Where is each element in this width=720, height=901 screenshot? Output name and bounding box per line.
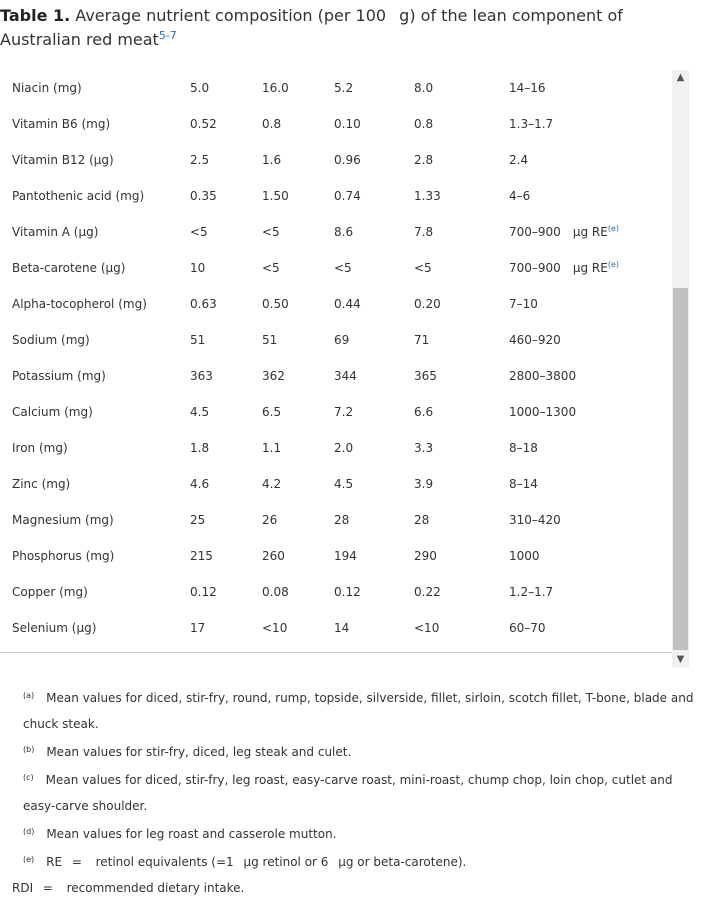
rdi-cell (509, 574, 669, 610)
rdi-value: 2800–3800 (509, 369, 577, 383)
nutrient-name: Selenium (µg) (12, 621, 97, 635)
rdi-value: 700–900 (509, 261, 561, 275)
footnote-text: RE = retinol equivalents (=1 µg retinol or 6 µg or beta-carotene). (46, 855, 467, 869)
rdi-cell (509, 286, 669, 322)
rdi-value: 1000 (509, 549, 540, 563)
rdi-value: 60–70 (509, 621, 546, 635)
value-cell: 0.50 (262, 297, 289, 311)
value-cell: 1.50 (262, 189, 289, 203)
caption-reference-link[interactable]: 5-7 (158, 29, 177, 42)
table-row (0, 142, 669, 178)
rdi-note: RDI = recommended dietary intake. (12, 881, 245, 895)
value-cell: 14 (334, 621, 350, 635)
value-cell: <10 (414, 621, 440, 635)
value-cell: 26 (262, 513, 278, 527)
footnote-list (0, 683, 700, 875)
value-cell: 215 (190, 549, 213, 563)
footnote-mark: (e) (23, 855, 35, 864)
table-row (0, 286, 669, 322)
table-row (0, 538, 669, 574)
nutrient-name: Vitamin B12 (µg) (12, 153, 114, 167)
value-cell: 363 (190, 369, 213, 383)
footnote-mark: (d) (23, 827, 35, 836)
rdi-unit: µg RE (572, 225, 608, 239)
nutrient-table (0, 70, 669, 646)
nutrient-name: Copper (mg) (12, 585, 88, 599)
table-label: Table 1. (0, 6, 71, 25)
value-cell: 4.2 (262, 477, 282, 491)
value-cell: 344 (334, 369, 357, 383)
value-cell: 0.22 (414, 585, 441, 599)
nutrient-name: Niacin (mg) (12, 81, 82, 95)
nutrient-name: Vitamin B6 (mg) (12, 117, 111, 131)
footnote (0, 819, 700, 847)
rdi-value: 310–420 (509, 513, 561, 527)
value-cell: 2.5 (190, 153, 210, 167)
value-cell: 51 (190, 333, 206, 347)
rdi-cell (509, 610, 669, 646)
rdi-value: 460–920 (509, 333, 561, 347)
rdi-value: 4–6 (509, 189, 531, 203)
value-cell: 5.2 (334, 81, 354, 95)
rdi-cell (509, 142, 669, 178)
table-row (0, 70, 669, 106)
footnote-text: Mean values for diced, stir-fry, round, rump, topside, silverside, fillet, sirloin, scotch fillet, T-bone, blade and chuck steak. (23, 691, 694, 731)
table-bottom-border (0, 652, 672, 653)
value-cell: 16.0 (262, 81, 289, 95)
rdi-cell (509, 70, 669, 106)
value-cell: 69 (334, 333, 350, 347)
rdi-cell (509, 430, 669, 466)
scroll-up-arrow-icon[interactable]: ▲ (676, 72, 685, 83)
vertical-scrollbar[interactable] (672, 70, 689, 668)
value-cell: <5 (414, 261, 432, 275)
table-row (0, 430, 669, 466)
value-cell: 8.6 (334, 225, 354, 239)
footnote (0, 765, 700, 819)
table-row (0, 322, 669, 358)
nutrient-name: Calcium (mg) (12, 405, 93, 419)
nutrient-name: Pantothenic acid (mg) (12, 189, 145, 203)
value-cell: 3.3 (414, 441, 434, 455)
value-cell: 2.0 (334, 441, 354, 455)
value-cell: 0.8 (262, 117, 282, 131)
table-row (0, 610, 669, 646)
value-cell: 0.44 (334, 297, 361, 311)
scroll-down-arrow-icon[interactable]: ▼ (676, 654, 685, 665)
value-cell: 194 (334, 549, 357, 563)
rdi-cell (509, 538, 669, 574)
scrollbar-thumb[interactable] (673, 288, 688, 650)
value-cell: 0.12 (190, 585, 217, 599)
nutrient-name: Zinc (mg) (12, 477, 71, 491)
nutrient-name: Iron (mg) (12, 441, 68, 455)
footnote-reference-link[interactable]: (e) (607, 260, 619, 269)
nutrient-name: Magnesium (mg) (12, 513, 114, 527)
value-cell: 28 (414, 513, 430, 527)
value-cell: 25 (190, 513, 206, 527)
rdi-cell (509, 250, 669, 286)
rdi-value: 1.3–1.7 (509, 117, 554, 131)
nutrient-name: Potassium (mg) (12, 369, 106, 383)
value-cell: <5 (262, 225, 280, 239)
table-caption (0, 4, 700, 52)
rdi-cell (509, 358, 669, 394)
footnote-reference-link[interactable]: (e) (607, 224, 619, 233)
footnote-mark: (b) (23, 745, 35, 754)
value-cell: 0.12 (334, 585, 361, 599)
rdi-cell (509, 178, 669, 214)
rdi-cell (509, 502, 669, 538)
rdi-cell (509, 394, 669, 430)
value-cell: 6.5 (262, 405, 282, 419)
value-cell: 2.8 (414, 153, 434, 167)
value-cell: <5 (334, 261, 352, 275)
nutrient-name: Beta-carotene (µg) (12, 261, 126, 275)
rdi-cell (509, 466, 669, 502)
value-cell: 3.9 (414, 477, 434, 491)
rdi-value: 8–18 (509, 441, 538, 455)
caption-text: Average nutrient composition (per 100 g) of the lean component of Australian red meat (0, 6, 623, 49)
value-cell: 7.2 (334, 405, 354, 419)
value-cell: 0.20 (414, 297, 441, 311)
nutrient-name: Vitamin A (µg) (12, 225, 99, 239)
value-cell: 71 (414, 333, 430, 347)
footnote-text: Mean values for leg roast and casserole mutton. (46, 827, 337, 841)
value-cell: 290 (414, 549, 437, 563)
value-cell: 0.52 (190, 117, 217, 131)
table-row (0, 502, 669, 538)
value-cell: <5 (262, 261, 280, 275)
value-cell: 0.08 (262, 585, 289, 599)
value-cell: 0.35 (190, 189, 217, 203)
value-cell: 10 (190, 261, 206, 275)
value-cell: 0.63 (190, 297, 217, 311)
value-cell: 0.74 (334, 189, 361, 203)
nutrient-name: Phosphorus (mg) (12, 549, 115, 563)
value-cell: 6.6 (414, 405, 434, 419)
rdi-unit: µg RE (572, 261, 608, 275)
footnote (0, 683, 700, 737)
table-footnotes (0, 683, 700, 901)
rdi-value: 8–14 (509, 477, 538, 491)
rdi-value: 700–900 (509, 225, 561, 239)
table-row (0, 106, 669, 142)
value-cell: <10 (262, 621, 288, 635)
value-cell: 28 (334, 513, 350, 527)
value-cell: 4.5 (334, 477, 354, 491)
value-cell: 1.33 (414, 189, 441, 203)
table-row (0, 394, 669, 430)
value-cell: 7.8 (414, 225, 434, 239)
footnote-mark: (a) (23, 691, 35, 700)
rdi-value: 7–10 (509, 297, 538, 311)
table-row (0, 466, 669, 502)
rdi-value: 1000–1300 (509, 405, 577, 419)
value-cell: 260 (262, 549, 285, 563)
value-cell: 362 (262, 369, 285, 383)
value-cell: 51 (262, 333, 278, 347)
footnote-text: Mean values for stir-fry, diced, leg steak and culet. (46, 745, 352, 759)
table-row (0, 358, 669, 394)
rdi-value: 1.2–1.7 (509, 585, 554, 599)
table-scroll-area[interactable] (0, 70, 672, 652)
value-cell: 1.1 (262, 441, 282, 455)
rdi-value: 14–16 (509, 81, 546, 95)
rdi-value: 2.4 (509, 153, 529, 167)
footnote (0, 847, 700, 875)
value-cell: 4.5 (190, 405, 210, 419)
table-row (0, 574, 669, 610)
nutrient-name: Sodium (mg) (12, 333, 90, 347)
value-cell: 365 (414, 369, 437, 383)
footnote-text: Mean values for diced, stir-fry, leg roast, easy-carve roast, mini-roast, chump chop, loin chop, cutlet and easy-carve shoulder. (23, 773, 673, 813)
value-cell: 1.8 (190, 441, 210, 455)
value-cell: 17 (190, 621, 206, 635)
value-cell: 8.0 (414, 81, 434, 95)
rdi-cell (509, 322, 669, 358)
value-cell: 5.0 (190, 81, 210, 95)
rdi-cell (509, 106, 669, 142)
rdi-cell (509, 214, 669, 250)
value-cell: 0.8 (414, 117, 434, 131)
footnote (0, 737, 700, 765)
value-cell: <5 (190, 225, 208, 239)
footnote-mark: (c) (23, 773, 34, 782)
table-row (0, 214, 669, 250)
value-cell: 1.6 (262, 153, 282, 167)
value-cell: 0.10 (334, 117, 361, 131)
nutrient-name: Alpha-tocopherol (mg) (12, 297, 147, 311)
value-cell: 4.6 (190, 477, 210, 491)
table-body (0, 70, 669, 646)
value-cell: 0.96 (334, 153, 361, 167)
table-row (0, 250, 669, 286)
table-row (0, 178, 669, 214)
